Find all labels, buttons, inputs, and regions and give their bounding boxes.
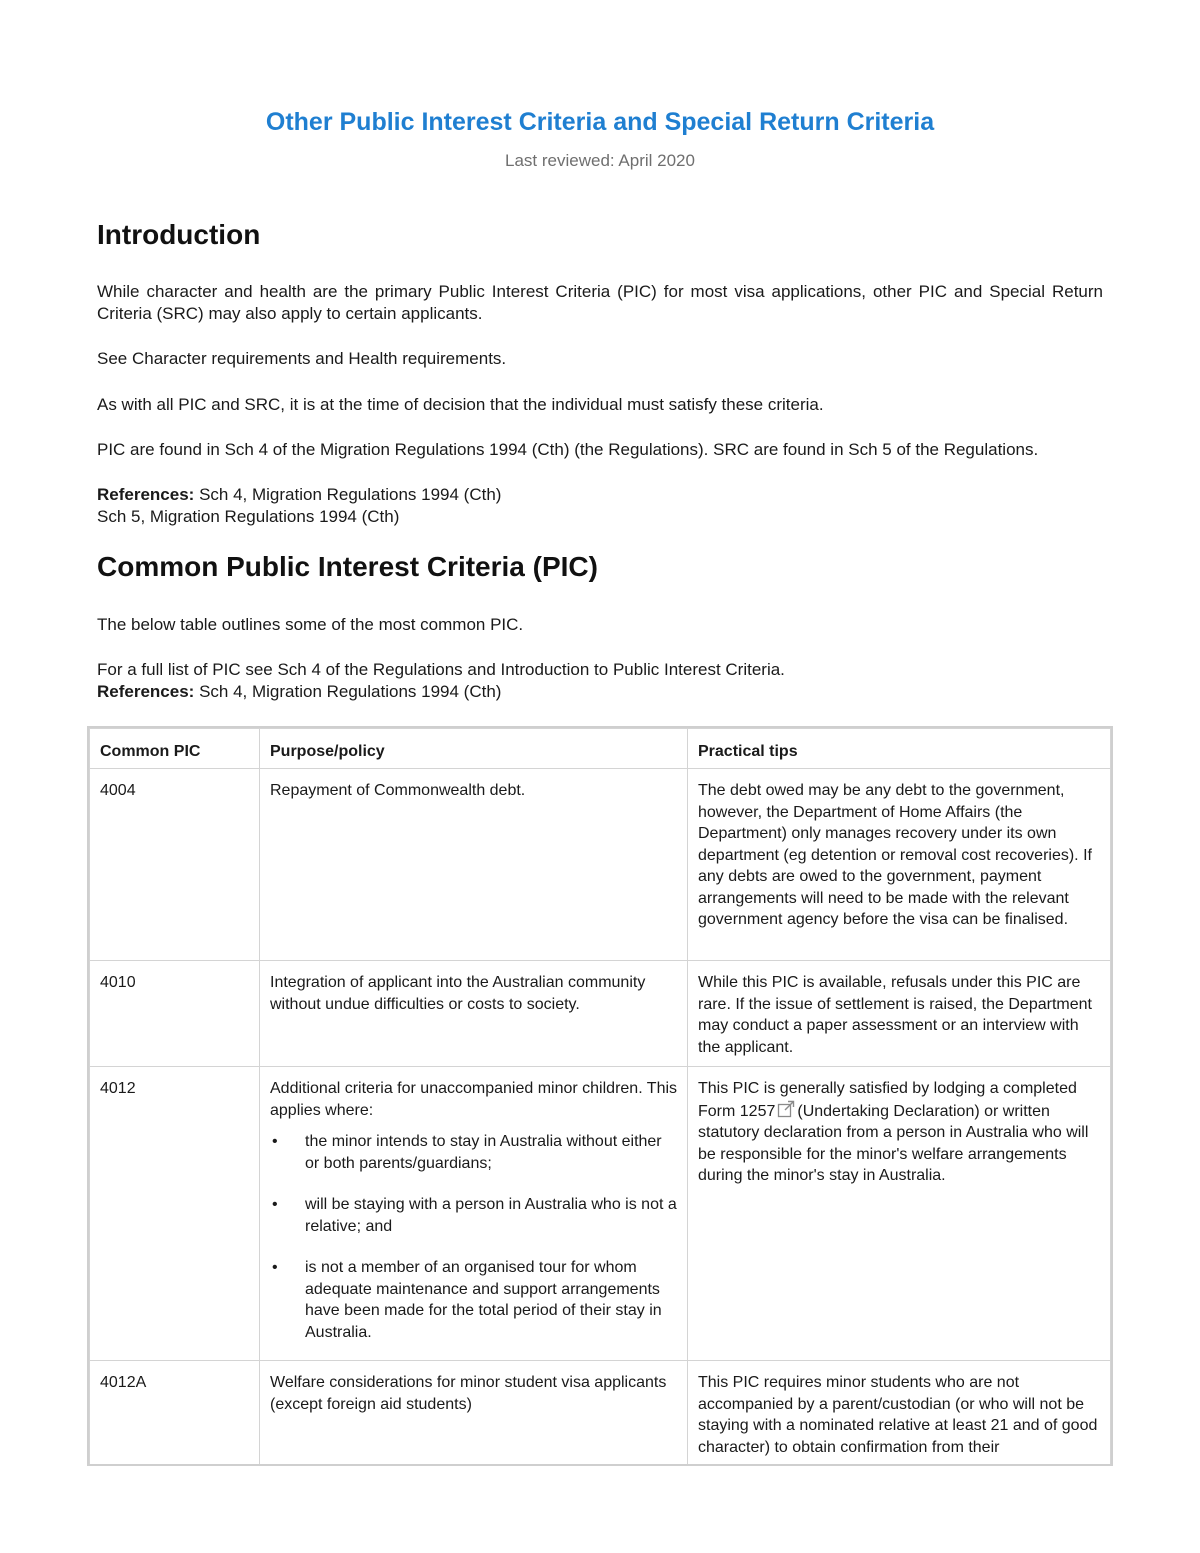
bullet-text: is not a member of an organised tour for whom adequate maintenance and support arrangements have been made for the total period of their stay in Australia. (305, 1259, 662, 1341)
bullet-icon: • (272, 1133, 278, 1150)
table-row (90, 961, 1111, 1067)
introduction-heading: Introduction (97, 219, 261, 250)
table-row (90, 1361, 1111, 1467)
intro-paragraph-2: See Character requirements and Health requirements. (97, 349, 507, 368)
column-header-tips: Practical tips (688, 729, 1111, 769)
pic-code: 4012 (90, 1067, 260, 1361)
common-pic-paragraph-2: For a full list of PIC see Sch 4 of the Regulations and Introduction to Public Interest Criteria. (97, 660, 785, 679)
pic-code: 4010 (90, 961, 260, 1067)
intro-references (97, 484, 1103, 506)
document-title: Other Public Interest Criteria and Special Return Criteria (265, 108, 935, 136)
purpose-bullet-list (270, 1131, 677, 1343)
common-pic-heading: Common Public Interest Criteria (PIC) (97, 551, 598, 582)
reference-link[interactable]: Sch 5, Migration Regulations 1994 (Cth) (97, 507, 400, 526)
common-pic-table (87, 726, 1113, 1466)
pic-code: 4012A (90, 1361, 260, 1467)
bullet-icon: • (272, 1259, 278, 1276)
pic-tips (688, 1067, 1111, 1361)
pic-code: 4004 (90, 769, 260, 961)
reference-link[interactable]: Sch 4, Migration Regulations 1994 (Cth) (199, 682, 502, 701)
pic-purpose: Repayment of Commonwealth debt. (260, 769, 688, 961)
tips-text-after: (Undertaking Declaration) or written statutory declaration from a person in Australia who will be responsible for the minor's welfare arrangements during the minor's stay in Australia. (698, 1102, 1089, 1184)
table-row (90, 1067, 1111, 1361)
list-item (270, 1131, 677, 1174)
list-item (270, 1194, 677, 1237)
column-header-purpose: Purpose/policy (260, 729, 688, 769)
external-link-icon[interactable] (777, 1100, 795, 1118)
table-header-row (90, 729, 1111, 769)
common-pic-paragraph-1: The below table outlines some of the most common PIC. (97, 615, 524, 634)
pic-purpose-cell (260, 1067, 688, 1361)
table-row (90, 769, 1111, 961)
list-item (270, 1257, 677, 1343)
intro-paragraph-1: While character and health are the primary Public Interest Criteria (PIC) for most visa applications, other PIC and Special Return Criteria (SRC) may also apply to certain applicants. (97, 282, 1103, 323)
intro-paragraph-4: PIC are found in Sch 4 of the Migration Regulations 1994 (Cth) (the Regulations). SRC are found in Sch 5 of the Regulations. (97, 440, 1039, 459)
tips-text-before: This PIC is generally satisfied by lodging a completed Form 1257 (698, 1080, 1077, 1120)
references-label: References: (97, 682, 195, 701)
intro-paragraph-3: As with all PIC and SRC, it is at the time of decision that the individual must satisfy these criteria. (97, 395, 824, 414)
bullet-text: the minor intends to stay in Australia without either or both parents/guardians; (305, 1133, 662, 1172)
bullet-text: will be staying with a person in Australia who is not a relative; and (305, 1196, 677, 1235)
pic-purpose: Additional criteria for unaccompanied minor children. This applies where: (270, 1080, 678, 1119)
last-reviewed: Last reviewed: April 2020 (505, 151, 695, 170)
pic-tips: This PIC requires minor students who are not accompanied by a parent/custodian (or who will not be staying with a nominated relative at least 21 and of good character) to obtain confirmation from their (688, 1361, 1111, 1467)
pic-tips: The debt owed may be any debt to the government, however, the Department of Home Affairs (the Department) only manages recovery under its own department (eg detention or removal cost recoveries). If any debts are owed to the government, payment arrangements will need to be made with the relevant government agency before the visa can be finalised. (688, 769, 1111, 961)
common-pic-references (97, 681, 1103, 703)
pic-purpose: Integration of applicant into the Australian community without undue difficulties or costs to society. (260, 961, 688, 1067)
references-label: References: (97, 485, 195, 504)
bullet-icon: • (272, 1196, 278, 1213)
pic-purpose: Welfare considerations for minor student visa applicants (except foreign aid students) (260, 1361, 688, 1467)
column-header-common-pic: Common PIC (90, 729, 260, 769)
reference-link[interactable]: Sch 4, Migration Regulations 1994 (Cth) (199, 485, 502, 504)
pic-tips: While this PIC is available, refusals under this PIC are rare. If the issue of settlement is raised, the Department may conduct a paper assessment or an interview with the applicant. (688, 961, 1111, 1067)
